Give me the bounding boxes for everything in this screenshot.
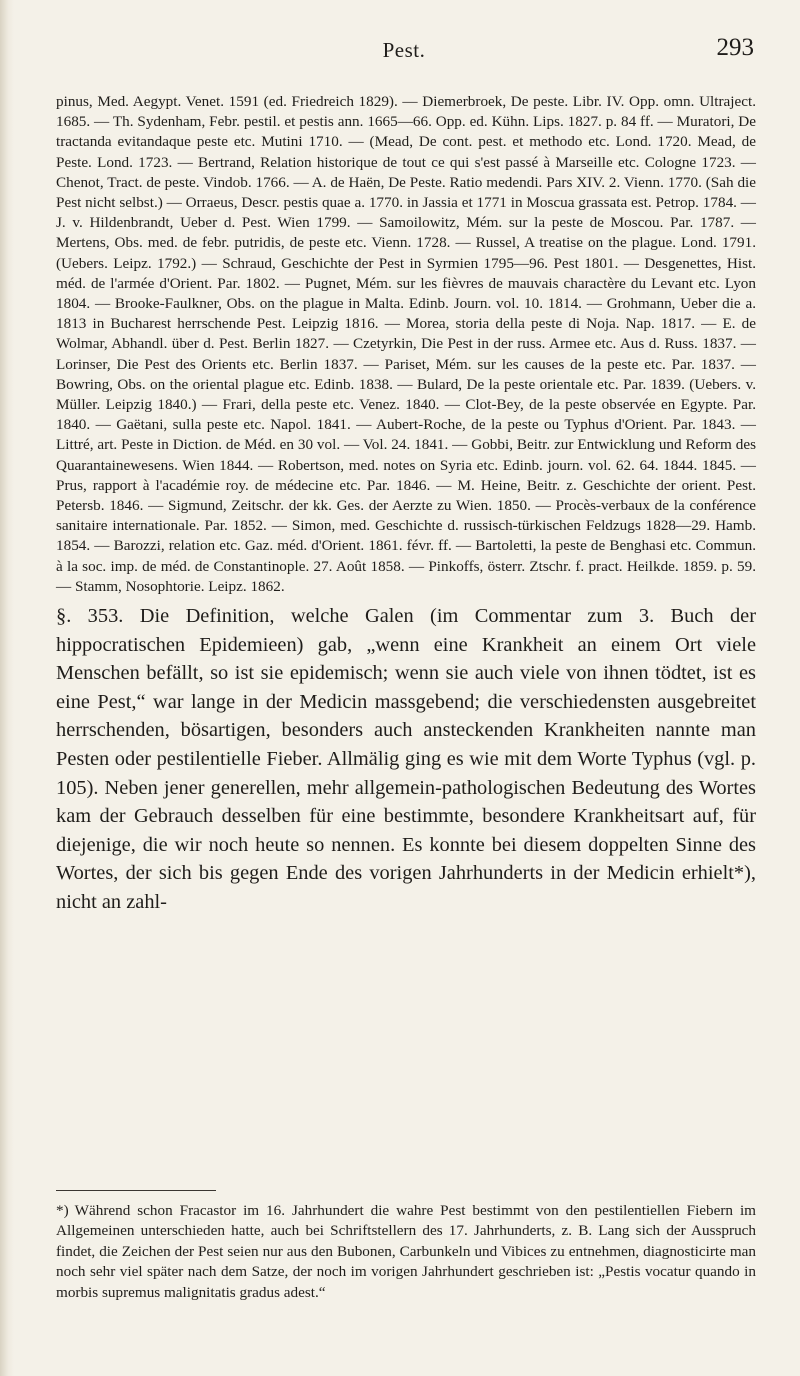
footnote-text: Während schon Fracastor im 16. Jahrhundert die wahre Pest bestimmt von den pestilentiellen Fiebern im Allgemeinen unterschieden hatte, auch bei Schriftstellern des 17. Jahrhunderts, z. B. Lang sich der Ausspruch findet, die Zeichen der Pest seien nur aus den Bubonen, Carbunkeln und Vibices zu entnehmen, diagnosticirte man noch sehr viel später nach dem Satze, der noch im vorigen Jahrhundert geschrieben ist: „Pestis vocatur quando in morbis supremus malignitatis gradus adest.“ [56,1202,756,1301]
footnote [56,1201,756,1303]
section-number: §. 353. [56,605,124,627]
bibliography-paragraph: pinus, Med. Aegypt. Venet. 1591 (ed. Friedreich 1829). — Diemerbroek, De peste. Libr. IV. Opp. omn. Ultraject. 1685. — Th. Sydenham, Febr. pestil. et pestis ann. 1665—66. Opp. ed. Kühn. Lips. 1827. p. 84 ff. — Muratori, De tractanda evitandaque peste etc. Mutini 1710. — (Mead, De cont. pest. et methodo etc. Lond. 1720. Mead, de Peste. Lond. 1723. — Bertrand, Relation historique de tout ce qui s'est passé à Marseille etc. Cologne 1723. — Chenot, Tract. de peste. Vindob. 1766. — A. de Haën, De Peste. Ratio medendi. Pars XIV. 2. Vienn. 1770. (Sah die Pest nicht selbst.) — Orraeus, Descr. pestis quae a. 1770. in Jassia et 1771 in Moscua grassata est. Petrop. 1784. — J. v. Hildenbrandt, Ueber d. Pest. Wien 1799. — Samoilowitz, Mém. sur la peste de Moscou. Par. 1787. — Mertens, Obs. med. de febr. putridis, de peste etc. Vienn. 1728. — Russel, A treatise on the plague. Lond. 1791. (Uebers. Leipz. 1792.) — Schraud, Geschichte der Pest in Syrmien 1795—96. Pest 1801. — Desgenettes, Hist. méd. de l'armée d'Orient. Par. 1802. — Pugnet, Mém. sur les fièvres de mauvais charactère du Levant etc. Lyon 1804. — Brooke-Faulkner, Obs. on the plague in Malta. Edinb. Journ. vol. 10. 1814. — Grohmann, Ueber die a. 1813 in Bucharest herrschende Pest. Leipzig 1816. — Morea, storia della peste di Noja. Nap. 1817. — E. de Wolmar, Abhandl. über d. Pest. Berlin 1827. — Czetyrkin, Die Pest in der russ. Armee etc. Aus d. Russ. 1837. — Lorinser, Die Pest des Orients etc. Berlin 1837. — Pariset, Mém. sur les causes de la peste etc. Par. 1837. — Bowring, Obs. on the oriental plague etc. Edinb. 1838. — Bulard, De la peste orientale etc. Par. 1839. (Uebers. v. Müller. Leipzig 1840.) — Frari, della peste etc. Venez. 1840. — Clot-Bey, de la peste observée en Egypte. Par. 1840. — Gaëtani, sulla peste etc. Napol. 1841. — Aubert-Roche, de la peste ou Typhus d'Orient. Par. 1843. — Littré, art. Peste in Diction. de Méd. en 30 vol. — Vol. 24. 1841. — Gobbi, Beitr. zur Entwicklung und Reform des Quarantainewesens. Wien 1844. — Robertson, med. notes on Syria etc. Edinb. journ. vol. 62. 64. 1844. 1845. — Prus, rapport à l'académie roy. de médecine etc. Par. 1846. — M. Heine, Beitr. z. Geschichte der orient. Pest. Petersb. 1846. — Sigmund, Zeitschr. der kk. Ges. der Aerzte zu Wien. 1850. — Procès-verbaux de la conférence sanitaire internationale. Par. 1852. — Simon, med. Geschichte d. russisch-türkischen Feldzugs 1828—29. Hamb. 1854. — Barozzi, relation etc. Gaz. méd. d'Orient. 1861. févr. ff. — Bartoletti, la peste de Benghasi etc. Commun. à la soc. imp. de méd. de Constantinople. 27. Août 1858. — Pinkoffs, österr. Ztschr. f. pract. Heilkde. 1859. p. 59. — Stamm, Nosophtorie. Leipz. 1862. [56,93,756,595]
section-text: Die Definition, welche Galen (im Commentar zum 3. Buch der hippocratischen Epidemieen) gab, „wenn eine Krankheit an einem Ort viele Menschen befällt, so ist sie epidemisch; wenn sie auch viele von ihnen tödtet, ist es eine Pest,“ war lange in der Medicin massgebend; die verschiedensten ausgebreitet herrschenden, bösartigen, besonders auch ansteckenden Krankheiten nannte man Pesten oder pestilentielle Fieber. Allmälig ging es wie mit dem Worte Typhus (vgl. p. 105). Neben jener generellen, mehr allgemein-pathologischen Bedeutung des Wortes kam der Gebrauch desselben für eine bestimmte, besondere Krankheitsart auf, für diejenige, die wir noch heute so nennen. Es konnte bei diesem doppelten Sinne des Wortes, der sich bis gegen Ende des vorigen Jahrhunderts in der Medicin erhielt*), nicht an zahl- [56,605,756,913]
page-number: 293 [716,34,754,61]
running-title: Pest. [382,38,426,62]
footnote-marker: *) [56,1202,69,1219]
running-head [54,34,754,66]
section-353 [56,602,756,917]
scan-edge-shadow [0,0,14,1376]
footnote-rule [56,1190,216,1191]
